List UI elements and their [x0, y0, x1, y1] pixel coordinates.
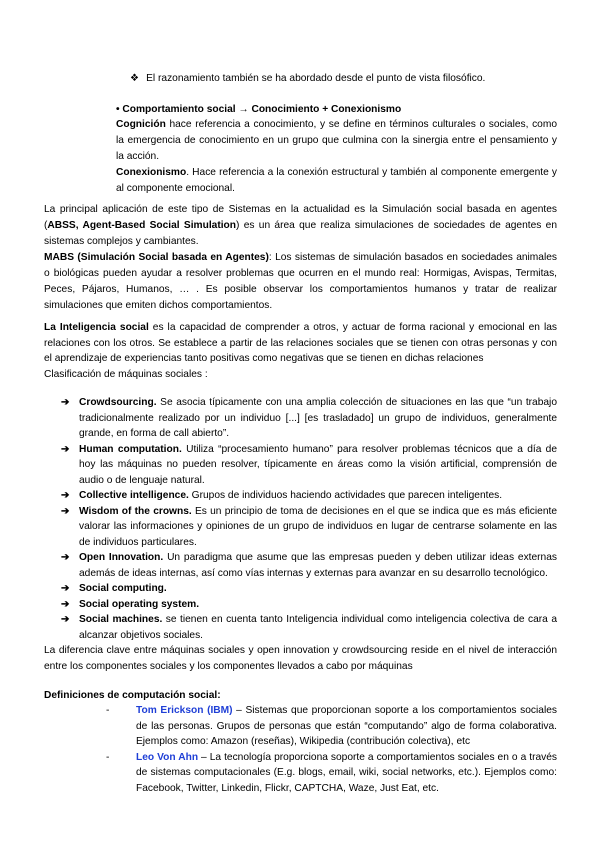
author-name: Leo Von Ahn: [136, 751, 199, 763]
diferencia-paragraph: La diferencia clave entre máquinas sociales y open innovation y crowdsourcing reside en el nivel de interacción entre los componentes sociales y los componentes llevados a cabo por máquinas: [44, 645, 557, 672]
top-bullet-text: El razonamiento también se ha abordado desde el punto de vista filosófico.: [146, 73, 486, 84]
dash-bullet: -: [106, 705, 110, 716]
definiciones-block: [44, 688, 557, 704]
list-item: ➔ Open Innovation. Un paradigma que asume que las empresas pueden y deben utilizar ideas externas además de ideas internas, así como vías internas y externas para avanzar en su desarrollo tecnológico.: [61, 552, 557, 579]
abss-block: [44, 202, 557, 314]
dash-bullet: -: [106, 751, 110, 763]
social-heading: • Comportamiento social → Conocimiento + Conexionismo: [116, 104, 402, 115]
definiciones-list: [106, 703, 557, 796]
definiciones-heading: Definiciones de computación social:: [44, 690, 221, 701]
social-behaviour-block: [116, 102, 557, 197]
list-item: ➔ Human computation. Utiliza “procesamiento humano” para resolver problemas técnicos que a día de hoy las máquinas no pueden resolver, típicamente en áreas como la visión artificial, comprensión de audio o de lenguaje natural.: [61, 443, 557, 486]
cognicion-paragraph: Cognición hace referencia a conocimiento, y se define en términos culturales o sociales, como la emergencia de conocimiento en un grupo que culmina con la sinergia entre el pensamiento y la acción.: [116, 119, 557, 163]
top-bullet: [130, 71, 550, 86]
arrow-icon: ➔: [61, 443, 70, 455]
inteligencia-term: La Inteligencia social: [44, 322, 149, 333]
diamond-bullet-icon: ❖: [130, 73, 140, 84]
list-item: - Leo Von Ahn – La tecnología proporciona soporte a comportamientos sociales en o a través de sistemas computacionales (E.g. blogs, email, wiki, social networks, etc.). Ejemplos como: Facebook, Twitter, Linkedin, Flickr, CAPTCHA, Waze, Just Eat, etc.: [106, 751, 557, 794]
arrow-icon: ➔: [61, 490, 70, 501]
cognicion-term: Cognición: [116, 119, 166, 131]
abss-paragraph: La principal aplicación de este tipo de Sistemas en la actualidad es la Simulación social basada en agentes (ABSS, Agent-Based Social Simulation) es un área que realiza simulaciones de sociedades de agentes en sistemas complejos y cambiantes.: [44, 204, 557, 247]
list-item: ➔ Social computing.: [79, 581, 557, 597]
list-item: ➔ Wisdom of the crowns. Es un principio de toma de decisiones en el que se indica que es más eficiente valorar las informaciones y opiniones de un grupo de individuos en lugar de centrarse solamente en las de individuos particulares.: [61, 505, 557, 548]
conexionismo-paragraph: Conexionismo. Hace referencia a la conexión estructural y también al componente emergente y al componente emocional.: [116, 167, 557, 195]
arrow-icon: ➔: [61, 598, 70, 610]
mabs-paragraph: MABS (Simulación Social basada en Agentes): Los sistemas de simulación basados en sociedades animales o biológicas pueden ayudar a resolver problemas que ocurren en el mundo real: Hormigas, Avispas, Termitas, Peces, Pájaros, Humanos, … . Es posible observar los comportamientos humanos y tratar de realizar simulaciones que emiten dichos comportamientos.: [44, 252, 557, 311]
diferencia-block: [44, 643, 557, 674]
arrow-icon: ➔: [61, 552, 70, 563]
arrow-icon: ➔: [61, 583, 70, 594]
arrow-icon: ➔: [61, 397, 70, 408]
inteligencia-block: [44, 320, 557, 382]
mabs-term: MABS (Simulación Social basada en Agentes): [44, 252, 269, 263]
conexionismo-term: Conexionismo: [116, 167, 187, 179]
list-item: ➔ Social machines. se tienen en cuenta tanto Inteligencia individual como inteligencia colectiva de cara a alcanzar objetivos sociales.: [61, 614, 557, 641]
list-item: ➔ Collective intelligence. Grupos de individuos haciendo actividades que parecen inteligentes.: [79, 488, 557, 504]
list-item: ➔ Crowdsourcing. Se asocia típicamente con una amplia colección de situaciones en las que “un trabajo tradicionalmente realizado por un individuo [...] [es trasladado] un grupo de individuos, generalmente grande, en forma de call abierto”.: [61, 397, 557, 439]
author-name: Tom Erickson (IBM): [136, 705, 233, 716]
clasificacion-label: Clasificación de máquinas sociales :: [44, 368, 208, 380]
list-item: - Tom Erickson (IBM) – Sistemas que proporcionan soporte a los comportamientos sociales de las personas. Grupos de personas que están “computando” algo de forma colaborativa. Ejemplos como: Amazon (reseñas), Wikipedia (contribución colectiva), etc: [106, 705, 557, 747]
machines-list: [61, 395, 557, 643]
arrow-icon: ➔: [61, 505, 70, 517]
list-item: ➔ Social operating system.: [79, 597, 557, 613]
arrow-icon: ➔: [61, 614, 70, 625]
inteligencia-paragraph: La Inteligencia social es la capacidad de comprender a otros, y actuar de forma racional y emocional en las relaciones con los otros. Se establece a partir de las relaciones sociales que se tienen con otras personas y con el aprendizaje de experiencias tanto positivas como negativas que se tienen en dichas relaciones: [44, 322, 557, 364]
